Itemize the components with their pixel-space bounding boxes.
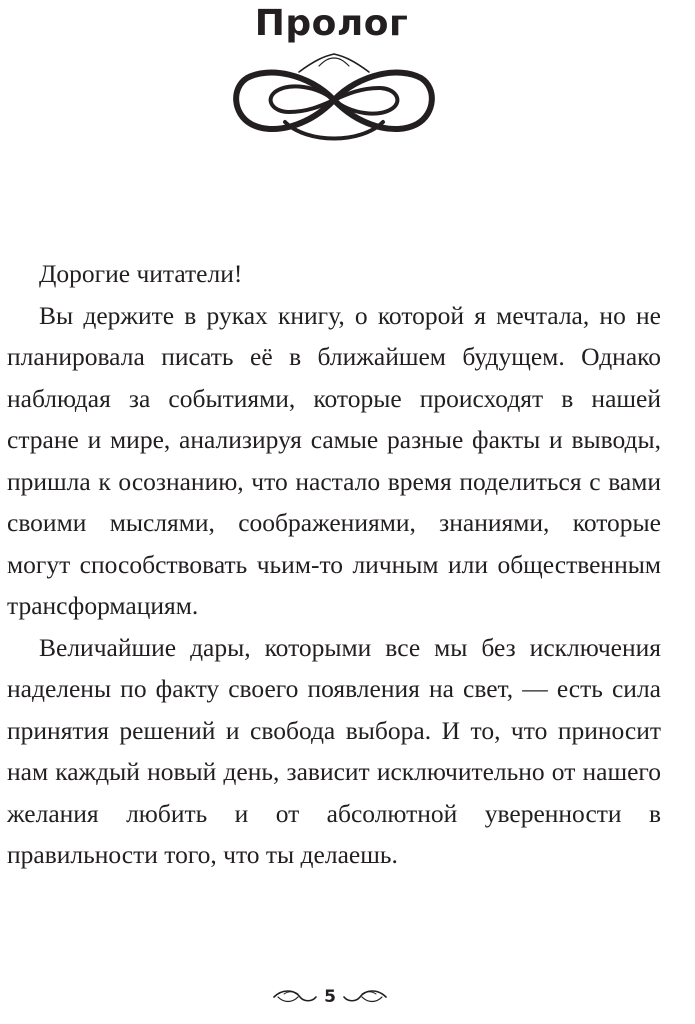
greeting-paragraph: Дорогие читатели! <box>39 259 243 288</box>
right-flourish-icon <box>342 988 388 1006</box>
page-footer <box>272 984 388 1010</box>
page-number: 5 <box>324 987 336 1007</box>
body-paragraph: Величайшие дары, которыми все мы без исключения наделены по факту своего появления на свет, — есть сила принятия решений и свобода выбора. И то, что приносит нам каждый новый день, зависит исключительно от нашего желания любить и от абсолютной уверенности в правильности того, что ты делаешь. <box>7 632 661 869</box>
infinity-ornament-icon <box>229 52 439 148</box>
chapter-title: Пролог <box>254 3 409 44</box>
prologue-text <box>7 253 661 876</box>
left-flourish-icon <box>272 988 318 1006</box>
body-paragraph: Вы держите в руках книгу, о которой я мечтала, но не планировала писать её в ближайшем будущем. Однако наблюдая за событиями, которые происходят в нашей стране и мире, анализируя самые разные факты и выводы, пришла к осознанию, что настало время поделиться с вами своими мыслями, соображениями, знаниями, которые могут способствовать чьим-то личным или общественным трансформациям. <box>7 300 661 620</box>
